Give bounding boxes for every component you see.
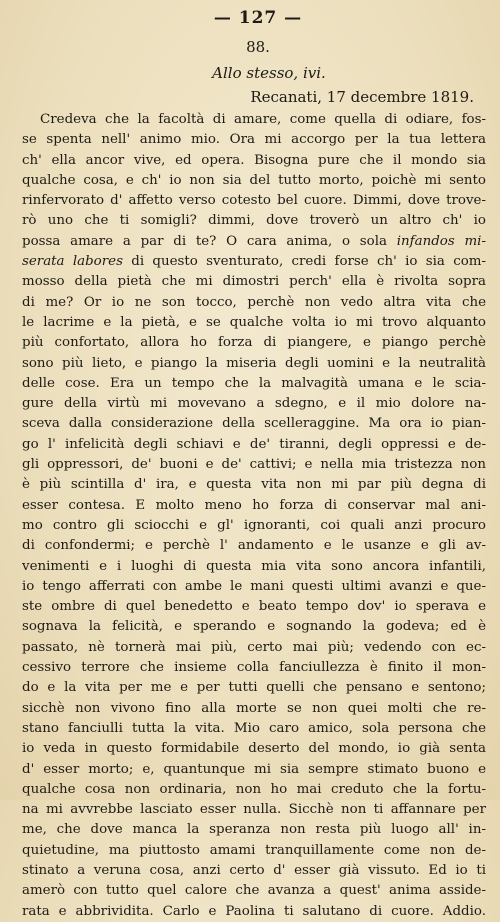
text-line: più confortato, allora ho forza di piangere, e piango perchè (22, 335, 486, 351)
text-line: sicchè non vivono fino alla morte se non quei molti che re- (22, 700, 486, 716)
text-line: d' esser morto; e, quantunque mi sia sempre stimato buono e (22, 761, 486, 777)
letter-body (22, 110, 486, 922)
text-line: ch' ella ancor vive, ed opera. Bisogna pure che il mondo sia (22, 152, 486, 168)
text-line: ste ombre di quel benedetto e beato tempo dov' io sperava e (22, 599, 486, 615)
text-line: do e la vita per me e per tutti quelli che pensano e sentono; (22, 680, 486, 696)
text-line: se spenta nell' animo mio. Ora mi accorgo per la tua lettera (22, 132, 486, 148)
text-line: esser contesa. E molto meno ho forza di conservar mal ani- (22, 497, 486, 513)
text-line: sognava la felicità, e sperando e sognando la godeva; ed è (22, 619, 486, 635)
text-line: mosso della pietà che mi dimostri perch' ella è rivolta sopra (22, 274, 486, 290)
text-line: gli oppressori, de' buoni e de' cattivi; e nella mia tristezza non (22, 457, 486, 473)
letter-dateline: Recanati, 17 decembre 1819. (250, 88, 474, 106)
text-line: rò uno che ti somigli? dimmi, dove troverò un altro ch' io (22, 213, 486, 229)
text-line: le lacrime e la pietà, e se qualche volta io mi trovo alquanto (22, 314, 486, 330)
text-line: io tengo afferrati con ambe le mani questi ultimi avanzi e que- (22, 578, 486, 594)
text-line: cessivo terrore che insieme colla fanciullezza è finito il mon- (22, 660, 486, 676)
text-line: mo contro gli sciocchi e gl' ignoranti, coi quali anzi procuro (22, 517, 486, 533)
text-line: è più scintilla d' ira, e questa vita non mi par più degna di (22, 477, 486, 493)
text-line: io veda in questo formidabile deserto del mondo, io già senta (22, 741, 486, 757)
text-line: gure della virtù mi movevano a sdegno, e il mio dolore na- (22, 396, 486, 412)
text-line: possa amare a par di te? O cara anima, o sola infandos mi- (22, 233, 486, 249)
text-line: stano fanciulli tutta la vita. Mio caro amico, sola persona che (22, 720, 486, 736)
text-line: rata e abbrividita. Carlo e Paolina ti salutano di cuore. Addio. (22, 903, 486, 919)
letter-number: 88. (246, 38, 270, 56)
text-line: qualche cosa non ordinaria, non ho mai creduto che la fortu- (22, 781, 486, 797)
text-line: qualche cosa, e ch' io non sia del tutto morto, poichè mi sento (22, 172, 486, 188)
letter-heading: Allo stesso, ivi. (212, 64, 326, 82)
text-line: na mi avvrebbe lasciato esser nulla. Sicchè non ti affannare per (22, 802, 486, 818)
text-line: sceva dalla considerazione della scelleraggine. Ma ora io pian- (22, 416, 486, 432)
text-line: passato, nè tornerà mai più, certo mai più; vedendo con ec- (22, 639, 486, 655)
text-line: stinato a veruna cosa, anzi certo d' esser già vissuto. Ed io ti (22, 862, 486, 878)
text-line: rinfervorato d' affetto verso cotesto bel cuore. Dimmi, dove trove- (22, 193, 486, 209)
text-line: me, che dove manca la speranza non resta più luogo all' in- (22, 822, 486, 838)
text-line: sono più lieto, e piango la miseria degli uomini e la neutralità (22, 355, 486, 371)
text-line: quietudine, ma piuttosto amami tranquillamente come non de- (22, 842, 486, 858)
text-line: serata labores di questo sventurato, credi forse ch' io sia com- (22, 254, 486, 270)
text-line: amerò con tutto quel calore che avanza a quest' anima assidе- (22, 883, 486, 899)
text-line: go l' infelicità degli schiavi e de' tiranni, degli oppressi e de- (22, 436, 486, 452)
text-line: venimenti e i luoghi di questa mia vita sono ancora infantili, (22, 558, 486, 574)
text-line: delle cose. Era un tempo che la malvagità umana e le sciа- (22, 375, 486, 391)
text-line: Credeva che la facoltà di amare, come quella di odiare, fos- (40, 112, 486, 127)
text-line: di me? Or io ne son tocco, perchè non vedo altra vita che (22, 294, 486, 310)
page-number: — 127 — (213, 8, 303, 28)
text-line: di confondermi; e perchè l' andamento e le usanze e gli av- (22, 538, 486, 554)
